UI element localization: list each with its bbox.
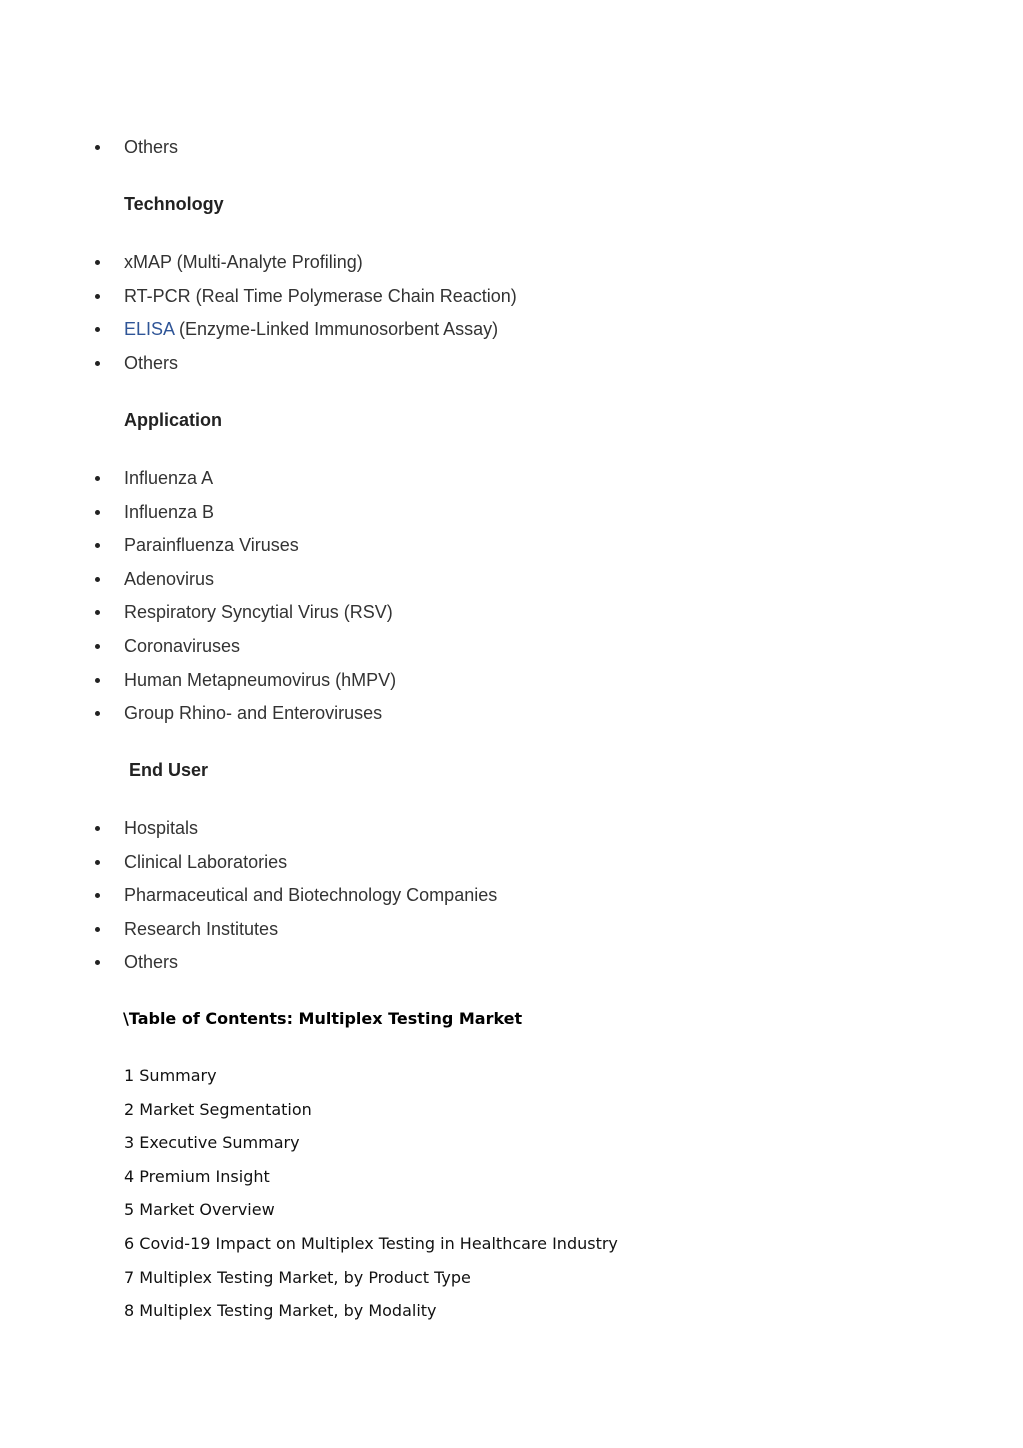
list-item-text: Others — [124, 137, 179, 157]
toc-title: \Table of Contents: Multiplex Testing Market — [123, 1009, 523, 1028]
toc-item: 4 Premium Insight — [124, 1166, 270, 1186]
list-item — [92, 535, 396, 569]
list-item-text: Parainfluenza Viruses — [124, 535, 299, 556]
toc-item: 2 Market Segmentation — [124, 1099, 312, 1119]
end-user-heading: End User — [129, 760, 209, 780]
list-item-text: Others — [124, 952, 179, 973]
bullet-icon — [95, 260, 100, 265]
list-item-text: Human Metapneumovirus (hMPV) — [124, 669, 397, 690]
bullet-icon — [95, 610, 100, 615]
bullet-icon — [95, 510, 100, 515]
list-item-text: Hospitals — [124, 818, 199, 838]
toc-item: 7 Multiplex Testing Market, by Product Type — [124, 1267, 471, 1287]
list-item — [92, 252, 517, 286]
toc-item: 8 Multiplex Testing Market, by Modality — [124, 1301, 437, 1321]
list-item-text: Research Institutes — [124, 918, 279, 939]
toc-item: 1 Summary — [124, 1066, 217, 1085]
list-item-text: Coronaviruses — [124, 635, 241, 656]
list-item — [92, 286, 517, 320]
list-item — [92, 319, 517, 353]
list-item-text: Pharmaceutical and Biotechnology Companies — [124, 885, 498, 906]
bullet-icon — [95, 927, 100, 932]
list-item — [92, 569, 396, 603]
list-item-text: Influenza B — [124, 501, 215, 522]
bullet-icon — [95, 826, 100, 831]
list-item-text: Respiratory Syncytial Virus (RSV) — [124, 602, 393, 623]
toc-item: 6 Covid-19 Impact on Multiplex Testing in Healthcare Industry — [124, 1233, 618, 1253]
bullet-icon — [95, 960, 100, 965]
application-list — [92, 468, 396, 737]
toc-item: 5 Market Overview — [124, 1200, 275, 1220]
list-item — [92, 919, 497, 953]
end-user-list — [92, 818, 497, 986]
list-item — [92, 670, 396, 704]
list-item — [92, 885, 497, 919]
bullet-icon — [95, 644, 100, 649]
bullet-icon — [95, 476, 100, 481]
list-item — [92, 636, 396, 670]
bullet-icon — [95, 893, 100, 898]
list-item-text: Group Rhino- and Enteroviruses — [124, 703, 383, 724]
toc-item: 3 Executive Summary — [124, 1133, 300, 1153]
toc-list — [124, 1066, 618, 1335]
list-item-text: Others — [124, 352, 179, 373]
list-item — [92, 952, 497, 986]
bullet-icon — [95, 711, 100, 716]
top-bullet-list — [92, 137, 178, 171]
list-item-text: Clinical Laboratories — [124, 851, 288, 872]
bullet-icon — [95, 577, 100, 582]
bullet-icon — [95, 860, 100, 865]
bullet-icon — [95, 678, 100, 683]
list-item — [92, 818, 497, 852]
list-item-text: xMAP (Multi-Analyte Profiling) — [124, 252, 363, 272]
technology-heading: Technology — [124, 194, 224, 214]
list-item — [92, 703, 396, 737]
bullet-icon — [95, 145, 100, 150]
list-item — [92, 353, 517, 387]
bullet-icon — [95, 543, 100, 548]
list-item-text: (Enzyme-Linked Immunosorbent Assay) — [174, 319, 499, 340]
list-item — [92, 137, 178, 171]
list-item-text: RT-PCR (Real Time Polymerase Chain Reaction) — [124, 285, 517, 306]
list-item-text: Influenza A — [124, 468, 214, 488]
list-item — [92, 468, 396, 502]
application-heading: Application — [124, 410, 222, 430]
technology-list — [92, 252, 517, 386]
elisa-link[interactable]: ELISA — [124, 319, 175, 340]
list-item-text: Adenovirus — [124, 568, 215, 589]
list-item — [92, 502, 396, 536]
list-item — [92, 602, 396, 636]
bullet-icon — [95, 361, 100, 366]
list-item — [92, 852, 497, 886]
bullet-icon — [95, 294, 100, 299]
bullet-icon — [95, 327, 100, 332]
